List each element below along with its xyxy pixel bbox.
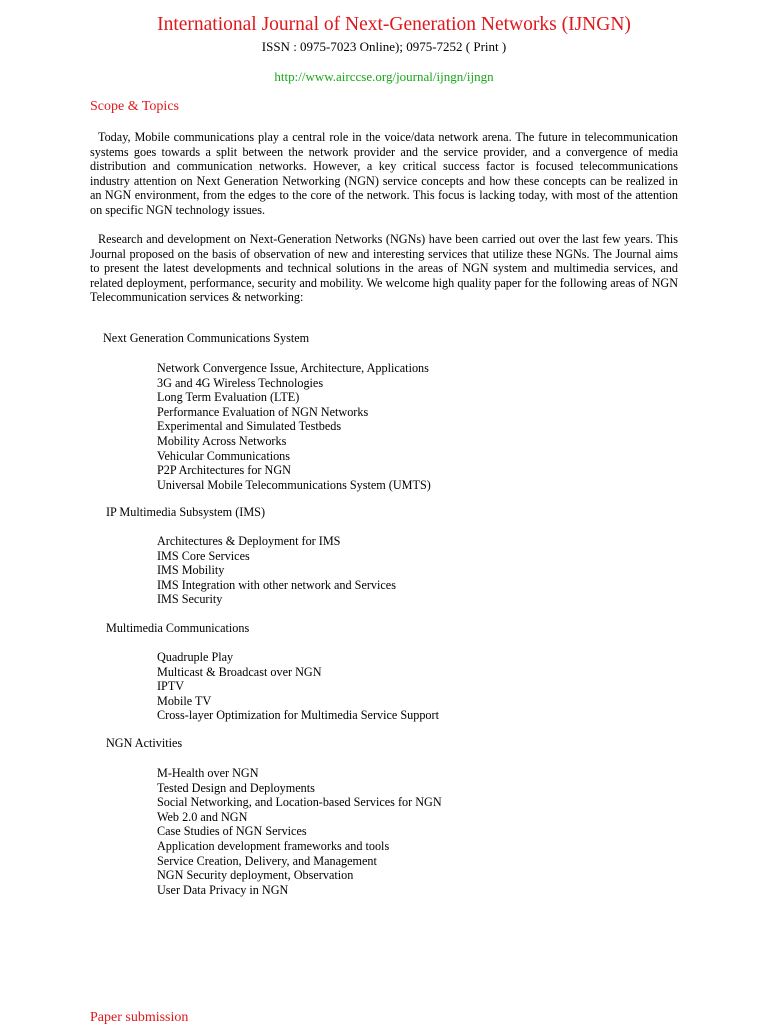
topic-item: P2P Architectures for NGN xyxy=(157,463,291,478)
topic-item: Vehicular Communications xyxy=(157,448,291,463)
topic-item: Architectures & Deployment for IMS xyxy=(157,534,341,548)
scope-heading: Scope & Topics xyxy=(90,99,179,114)
topic-item: Universal Mobile Telecommunications System (UMTS) xyxy=(157,477,431,492)
paper-submission-heading: Paper submission xyxy=(90,1010,189,1025)
topic-list-ims xyxy=(157,534,396,607)
topic-item: 3G and 4G Wireless Technologies xyxy=(157,375,324,390)
topic-item: Network Convergence Issue, Architecture, Applications xyxy=(157,361,429,375)
topic-item: IMS Security xyxy=(157,592,223,607)
topic-item: Tested Design and Deployments xyxy=(157,780,315,795)
topic-item: IMS Core Services xyxy=(157,548,250,563)
topic-item: NGN Security deployment, Observation xyxy=(157,868,354,883)
topic-item: Application development frameworks and tools xyxy=(157,838,390,853)
topic-item: Long Term Evaluation (LTE) xyxy=(157,390,300,405)
section-title-multimedia: Multimedia Communications xyxy=(106,621,250,635)
topic-item: Mobility Across Networks xyxy=(157,433,287,448)
topic-item: IMS Integration with other network and Services xyxy=(157,577,396,592)
topic-item: IPTV xyxy=(157,679,185,694)
topic-item: Case Studies of NGN Services xyxy=(157,824,307,839)
topic-item: Experimental and Simulated Testbeds xyxy=(157,419,342,434)
topic-item: Quadruple Play xyxy=(157,650,234,664)
topic-list-ngn-activities xyxy=(157,766,442,897)
topic-item: Social Networking, and Location-based Services for NGN xyxy=(157,795,442,810)
section-title-ims: IP Multimedia Subsystem (IMS) xyxy=(106,505,266,519)
journal-url-link[interactable]: http://www.airccse.org/journal/ijngn/ijngn xyxy=(274,69,494,84)
issn-line: ISSN : 0975-7023 Online); 0975-7252 ( Print ) xyxy=(261,39,507,54)
topic-item: Cross-layer Optimization for Multimedia Service Support xyxy=(157,708,439,723)
section-title-ngn-activities: NGN Activities xyxy=(106,736,183,750)
intro-paragraph-2: Research and development on Next-Generation Networks (NGNs) have been carried out over the last few years. This Journal proposed on the basis of observation of new and interesting services that utilize these NGNs. The Journal aims to present the latest developments and technical solutions in the areas of NGN system and multimedia services, and related deployment, performance, security and mobility. We welcome high quality paper for the following areas of NGN Telecommunication services & networking: xyxy=(90,232,678,305)
topic-item: Mobile TV xyxy=(157,693,212,708)
journal-title: International Journal of Next-Generation Networks (IJNGN) xyxy=(157,14,631,35)
topic-item: M-Health over NGN xyxy=(157,766,259,780)
topic-item: Multicast & Broadcast over NGN xyxy=(157,664,322,679)
topic-item: Web 2.0 and NGN xyxy=(157,809,248,824)
topic-item: IMS Mobility xyxy=(157,563,225,578)
section-title-ngn-communications: Next Generation Communications System xyxy=(103,331,310,345)
topic-item: User Data Privacy in NGN xyxy=(157,882,289,897)
topic-list-multimedia xyxy=(157,650,439,723)
topic-item: Service Creation, Delivery, and Management xyxy=(157,853,377,868)
topic-item: Performance Evaluation of NGN Networks xyxy=(157,404,369,419)
topic-list-ngn-communications xyxy=(157,361,431,492)
intro-paragraph-1: Today, Mobile communications play a central role in the voice/data network arena. The future in telecommunication systems goes towards a split between the network provider and the service provider, and a convergence of media distribution and communication networks. However, a key critical success factor is focused telecommunications industry attention on Next Generation Networking (NGN) service concepts and how these concepts can be realized in an NGN environment, from the edges to the core of the network. This focus is lacking today, with most of the attention on specific NGN technology issues. xyxy=(90,130,678,217)
